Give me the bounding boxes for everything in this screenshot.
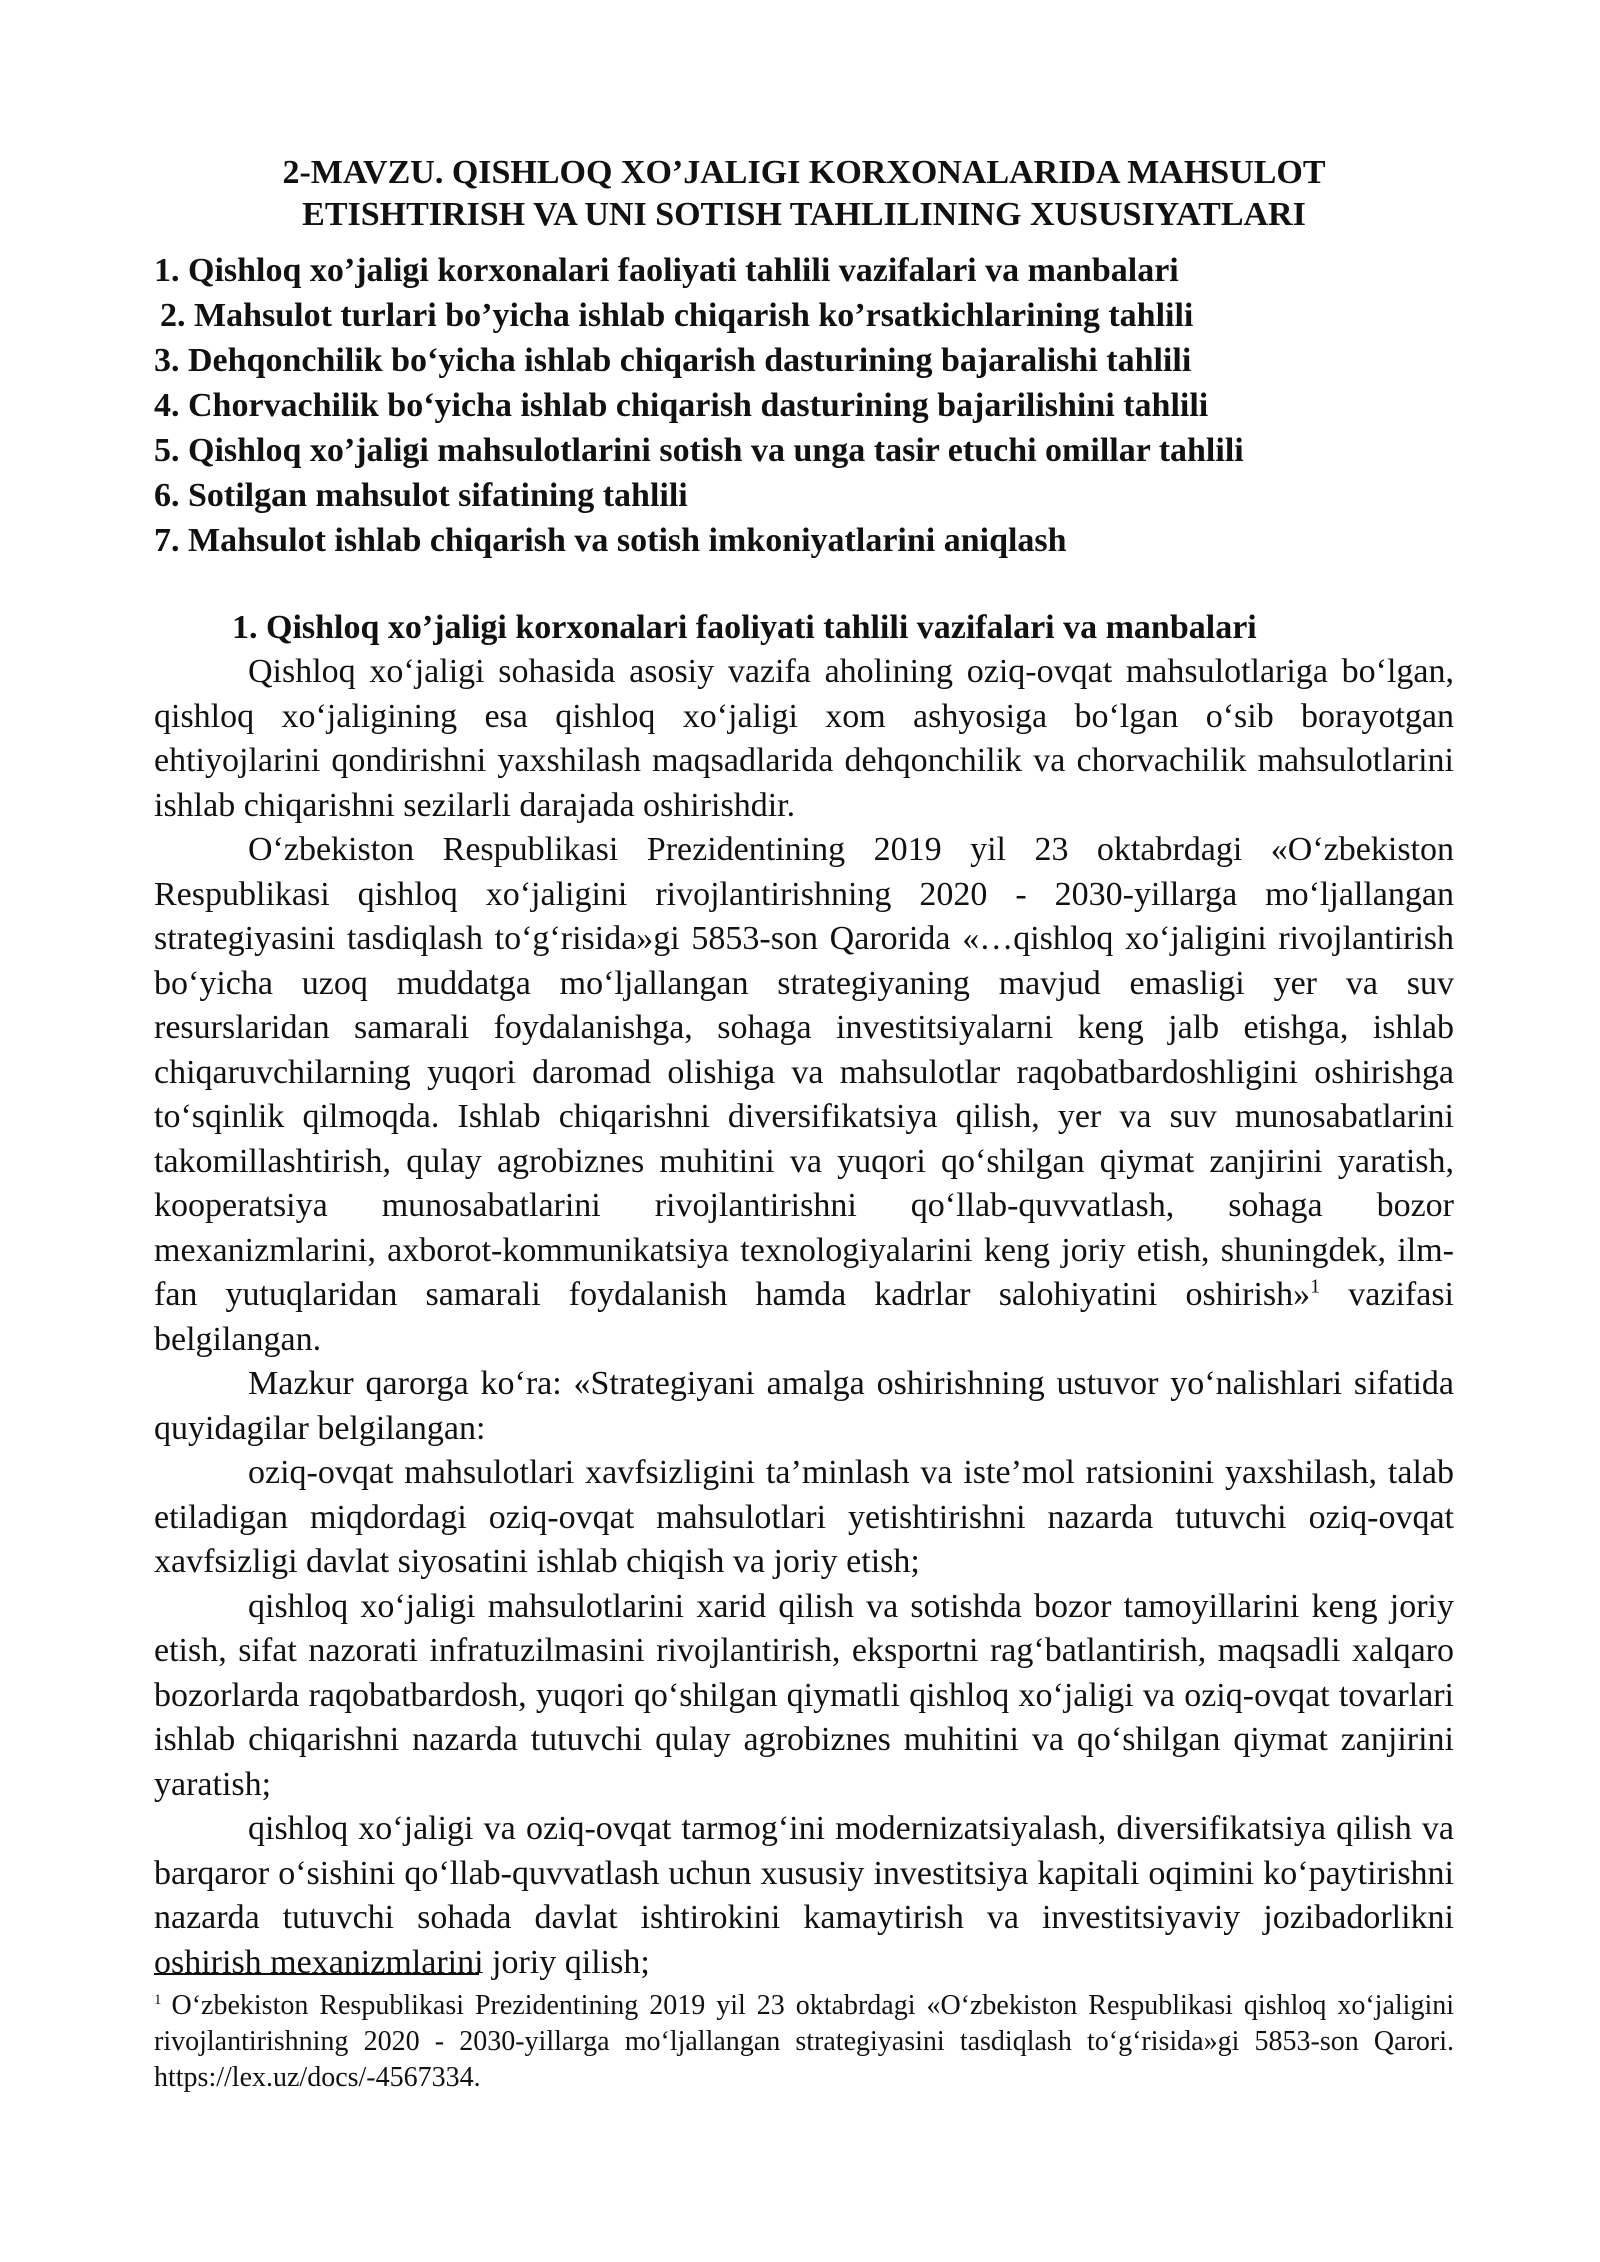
footnote-reference[interactable]: 1 (1310, 1275, 1321, 1298)
document-page (154, 152, 1454, 1985)
outline-item-2: 2. Mahsulot turlari bo’yicha ishlab chiqarish ko’rsatkichlarining tahlili (160, 297, 1194, 334)
footnote-marker: 1 (154, 1991, 162, 2008)
document-title (154, 152, 1454, 236)
footnote (154, 1988, 1454, 2096)
body-paragraph-2 (154, 828, 1454, 1362)
body-paragraph-2-text: O‘zbekiston Respublikasi Prezidentining 2019 yil 23 oktabrdagi «O‘zbekiston Respublikasi qishloq xo‘jaligini rivojlantirishning 2020 - 2030-yillarga mo‘ljallangan strategiyasini tasdiqlash to‘g‘risida»gi 5853-son Qarorida «…qishloq xo‘jaligini rivojlantirish bo‘yicha uzoq muddatga mo‘ljallangan strategiyaning mavjud emasligi yer va suv resurslaridan samarali foydalanishga, sohaga investitsiyalarni keng jalb etishga, ishlab chiqaruvchilarning yuqori daromad olishiga va mahsulotlar raqobatbardoshligini oshirishga to‘sqinlik qilmoqda. Ishlab chiqarishni diversifikatsiya qilish, yer va suv munosabatlarini takomillashtirish, qulay agrobiznes muhitini va yuqori qo‘shilgan qiymat zanjirini yaratish, kooperatsiya munosabatlarini rivojlantirishni qo‘llab-quvvatlash, sohaga bozor mexanizmlarini, axborot-kommunikatsiya texnologiyalarini keng joriy etish, shuningdek, ilm-fan yutuqlaridan samarali foydalanish hamda kadrlar salohiyatini oshirish» (154, 831, 1454, 1313)
title-line-2: ETISHTIRISH VA UNI SOTISH TAHLILINING XUSUSIYATLARI (302, 196, 1306, 233)
footnote-text: O‘zbekiston Respublikasi Prezidentining 2019 yil 23 oktabrdagi «O‘zbekiston Respublikasi qishloq xo‘jaligini rivojlantirishning 2020 - 2030-yillarga mo‘ljallangan strategiyasini tasdiqlash to‘g‘risida»gi 5853-son Qarori. https://lex.uz/docs/-4567334. (154, 1990, 1454, 2093)
section-heading: 1. Qishloq xo’jaligi korxonalari faoliyati tahlili vazifalari va manbalari (232, 609, 1257, 646)
outline-item-4: 4. Chorvachilik bo‘yicha ishlab chiqarish dasturining bajarilishini tahlili (154, 387, 1209, 424)
outline-item-6: 6. Sotilgan mahsulot sifatining tahlili (154, 477, 688, 514)
outline-item-5: 5. Qishloq xo’jaligi mahsulotlarini sotish va unga tasir etuchi omillar tahlili (154, 432, 1244, 469)
footnote-divider (154, 1973, 479, 1975)
topic-outline-list (154, 248, 1454, 563)
outline-item-7: 7. Mahsulot ishlab chiqarish va sotish imkoniyatlarini aniqlash (154, 522, 1067, 559)
body-paragraph-4: oziq-ovqat mahsulotlari xavfsizligini ta’minlash va iste’mol ratsionini yaxshilash, talab etiladigan miqdordagi oziq-ovqat mahsulotlari yetishtirishni nazarda tutuvchi oziq-ovqat xavfsizligi davlat siyosatini ishlab chiqish va joriy etish; (154, 1454, 1454, 1580)
title-line-1: 2-MAVZU. QISHLOQ XO’JALIGI KORXONALARIDA MAHSULOT (282, 154, 1326, 191)
outline-item-1: 1. Qishloq xo’jaligi korxonalari faoliyati tahlili vazifalari va manbalari (154, 252, 1179, 289)
body-paragraph-3: Mazkur qarorga ko‘ra: «Strategiyani amalga oshirishning ustuvor yo‘nalishlari sifatida quyidagilar belgilangan: (154, 1365, 1454, 1447)
body-paragraph-5: qishloq xo‘jaligi mahsulotlarini xarid qilish va sotishda bozor tamoyillarini keng joriy etish, sifat nazorati infratuzilmasini rivojlantirish, eksportni rag‘batlantirish, maqsadli xalqaro bozorlarda raqobatbardosh, yuqori qo‘shilgan qiymatli qishloq xo‘jaligi va oziq-ovqat tovarlari ishlab chiqarishni nazarda tutuvchi qulay agrobiznes muhitini va qo‘shilgan qiymat zanjirini yaratish; (154, 1587, 1454, 1803)
outline-item-3: 3. Dehqonchilik bo‘yicha ishlab chiqarish dasturining bajaralishi tahlili (154, 342, 1192, 379)
body-paragraph-1: Qishloq xo‘jaligi sohasida asosiy vazifa aholining oziq-ovqat mahsulotlariga bo‘lgan, qishloq xo‘jaligining esa qishloq xo‘jaligi xom ashyosiga bo‘lgan o‘sib borayotgan ehtiyojlarini qondirishni yaxshilash maqsadlarida dehqonchilik va chorvachilik mahsulotlarini ishlab chiqarishni sezilarli darajada oshirishdir. (154, 653, 1454, 824)
body-paragraph-6: qishloq xo‘jaligi va oziq-ovqat tarmog‘ini modernizatsiyalash, diversifikatsiya qilish va barqaror o‘sishini qo‘llab-quvvatlash uchun xususiy investitsiya kapitali oqimini ko‘paytirishni nazarda tutuvchi sohada davlat ishtirokini kamaytirish va investitsiyaviy jozibadorlikni oshirish mexanizmlarini joriy qilish; (154, 1810, 1454, 1981)
body-paragraph-2-tail: vazifasi belgilangan. (154, 1276, 1454, 1358)
